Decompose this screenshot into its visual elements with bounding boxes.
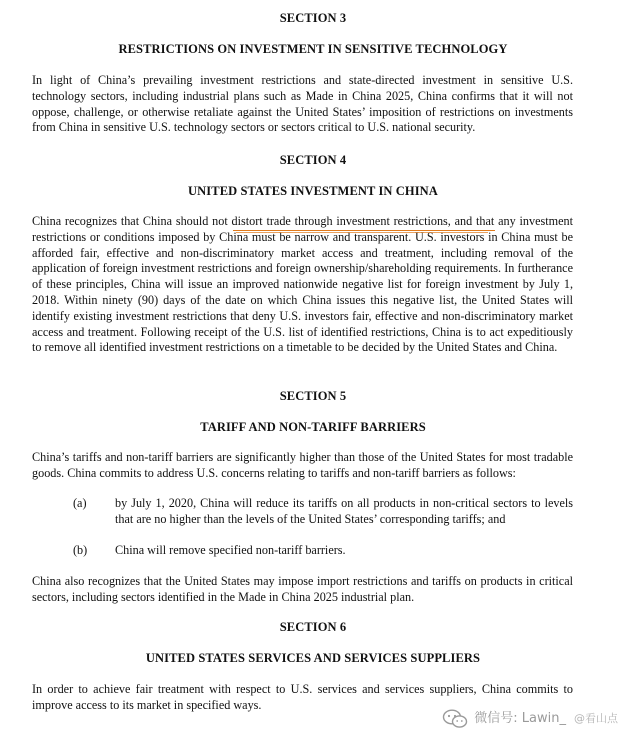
- list-item: by July 1, 2020, China will reduce its tariffs on all products in non-critical sectors to levels that are no higher than the levels of the United States’ corresponding tariffs; and: [115, 496, 573, 526]
- section-4-number: SECTION 4: [279, 153, 347, 167]
- highlight-underline-stroke: [236, 232, 488, 233]
- list-item: China will remove specified non-tariff barriers.: [115, 543, 346, 557]
- section-3-number: SECTION 3: [279, 11, 347, 25]
- list-item-marker: (b): [73, 543, 88, 557]
- watermark-label: 微信号: Lawin_: [474, 711, 566, 726]
- section-6-paragraph: In order to achieve fair treatment with respect to U.S. services and services suppliers, China commits to improve access to its market in specified ways.: [32, 682, 573, 712]
- watermark-sub: @看山点: [574, 712, 618, 725]
- section-5-title: TARIFF AND NON-TARIFF BARRIERS: [200, 420, 426, 434]
- wechat-icon: [442, 709, 468, 729]
- section-5-intro: China’s tariffs and non-tariff barriers are significantly higher than those of the United States for most tradable goods. China commits to address U.S. concerns relating to tariffs and non-tariff barriers as follows:: [32, 450, 573, 480]
- section-4-title: UNITED STATES INVESTMENT IN CHINA: [188, 184, 438, 198]
- section-6-number: SECTION 6: [279, 620, 347, 634]
- list-item-marker: (a): [73, 496, 87, 510]
- section-3-title: RESTRICTIONS ON INVESTMENT IN SENSITIVE TECHNOLOGY: [118, 42, 508, 56]
- wechat-watermark: [442, 707, 618, 731]
- section-6-title: UNITED STATES SERVICES AND SERVICES SUPPLIERS: [145, 651, 481, 665]
- highlight-underline: [233, 230, 495, 231]
- section-5-number: SECTION 5: [279, 389, 347, 403]
- section-5-closing: China also recognizes that the United States may impose import restrictions and tariffs on products in critical sectors, including sectors identified in the Made in China 2025 industrial plan.: [32, 574, 573, 604]
- section-3-paragraph: In light of China’s prevailing investment restrictions and state-directed investment in sensitive U.S. technology sectors, including industrial plans such as Made in China 2025, China confirms that it will not oppose, challenge, or otherwise retaliate against the United States’ imposition of restrictions on investments from China in sensitive U.S. technology sectors or sectors critical to U.S. national security.: [32, 73, 573, 135]
- section-4-paragraph: China recognizes that China should not distort trade through investment restrictions, and that any investment restrictions or conditions imposed by China must be narrow and transparent. U.S. investors in China must be afforded fair, effective and non-discriminatory market access and treatment, including removal of the application of foreign investment restrictions and foreign ownership/shareholding requirements. In furtherance of these principles, China will issue an improved nationwide negative list for foreign investment by July 1, 2018. Within ninety (90) days of the date on which China issues this negative list, the United States will identify existing investment restrictions that deny U.S. investors fair, effective and non-discriminatory market access and treatment. Following receipt of the U.S. list of identified restrictions, China is to act expeditiously to remove all identified investment restrictions on a timetable to be decided by the United States and China.: [32, 214, 573, 355]
